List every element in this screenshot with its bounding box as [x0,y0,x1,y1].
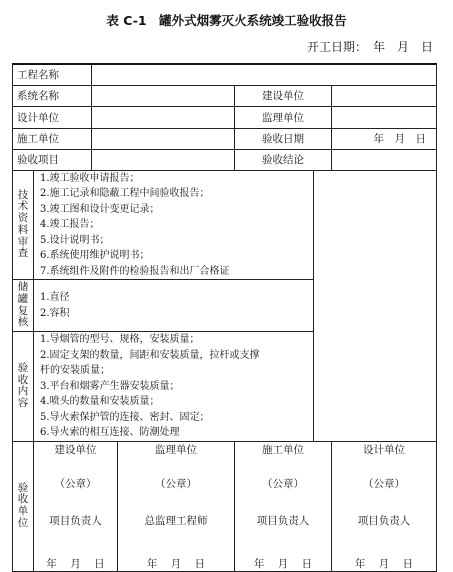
supervision-unit-field[interactable] [332,106,437,128]
project-name-field[interactable] [92,64,437,85]
acceptance-items-label: 验收项目 [13,149,92,170]
list-item: 3.竣工图和设计变更记录； [40,203,160,215]
unit-name: 建设单位 [54,443,97,456]
sign-date: 年 月 日 [46,557,105,570]
design-unit-label: 设计单位 [13,106,92,128]
acceptance-conclusion-label: 验收结论 [235,149,332,170]
design-unit-signoff[interactable] [332,441,437,571]
project-name-label: 工程名称 [13,64,92,85]
unit-name: 施工单位 [262,443,304,456]
list-item: 5.设计说明书； [40,234,110,246]
system-name-label: 系统名称 [13,85,92,106]
sign-date: 年 月 日 [354,557,414,570]
acceptance-conclusion-field[interactable] [314,170,437,441]
start-date: 开工日期： 年 月 日 [306,40,433,54]
builder-unit-label: 施工单位 [13,128,92,149]
list-item: 4.喷头的数量和安装质量； [40,396,160,407]
list-item: 6.系统使用维护说明书； [40,250,150,261]
construction-unit-label: 建设单位 [235,85,332,106]
stamp-label: （公章） [54,477,97,490]
signer-label: 项目负责人 [256,514,310,527]
stamp-label: （公章） [155,477,197,490]
list-item: 1.竣工验收申请报告； [40,172,140,184]
supervision-unit-signoff[interactable] [118,441,235,571]
sign-date: 年 月 日 [253,557,313,570]
sign-date: 年 月 日 [146,557,206,570]
content-label: 验 收 内 容 [13,332,34,442]
tech-review-label: 技 术 资 料 审 查 [13,170,34,280]
signer-label: 项目负责人 [49,514,102,527]
tank-review-list [34,280,314,332]
signer-label: 项目负责人 [357,514,411,527]
list-item: 1.导烟管的型号、规格，安装质量； [40,334,200,345]
list-item: 5.导火索保护管的连接、密封、固定； [40,411,210,423]
builder-unit-signoff[interactable] [235,441,332,571]
list-item: 杆的安装质量； [40,365,110,376]
stamp-label: （公章） [363,477,405,490]
signer-label: 总监理工程师 [144,514,208,527]
builder-unit-field[interactable] [92,128,235,149]
content-list [34,332,314,442]
form-title: 表 C-1 罐外式烟雾灭火系统竣工验收报告 [106,13,347,28]
list-item: 2.固定支架的数量，间距和安装质量，拉杆或支撑 [40,349,260,361]
list-item: 3.平台和烟雾产生器安装质量； [40,380,180,392]
tech-review-list [34,170,314,280]
list-item: 2.施工记录和隐蔽工程中间验收报告； [40,188,210,199]
acceptance-date-value[interactable]: 年 月 日 [332,128,437,149]
acceptance-conclusion-top-field[interactable] [332,149,437,170]
list-item: 4.竣工报告； [40,219,100,230]
system-name-field[interactable] [92,85,235,106]
design-unit-field[interactable] [92,106,235,128]
acceptance-report-table [12,63,437,572]
unit-name: 设计单位 [363,443,405,456]
list-item: 1.直径 [40,292,70,303]
list-item: 2.容积 [40,307,70,319]
construction-unit-field[interactable] [332,85,437,106]
tank-review-label: 储 罐 复 核 [13,280,34,332]
list-item: 6.导火索的相互连接、防潮处理 [40,427,180,438]
list-item: 7.系统组件及附件的检验报告和出厂合格证 [40,265,230,277]
supervision-unit-label: 监理单位 [235,106,332,128]
stamp-label: （公章） [262,477,304,490]
acceptance-date-label: 验收日期 [235,128,332,149]
construction-unit-signoff[interactable] [34,441,118,571]
unit-name: 监理单位 [155,443,197,456]
acceptance-items-field[interactable] [92,149,235,170]
units-label: 验 收 单 位 [13,441,34,571]
